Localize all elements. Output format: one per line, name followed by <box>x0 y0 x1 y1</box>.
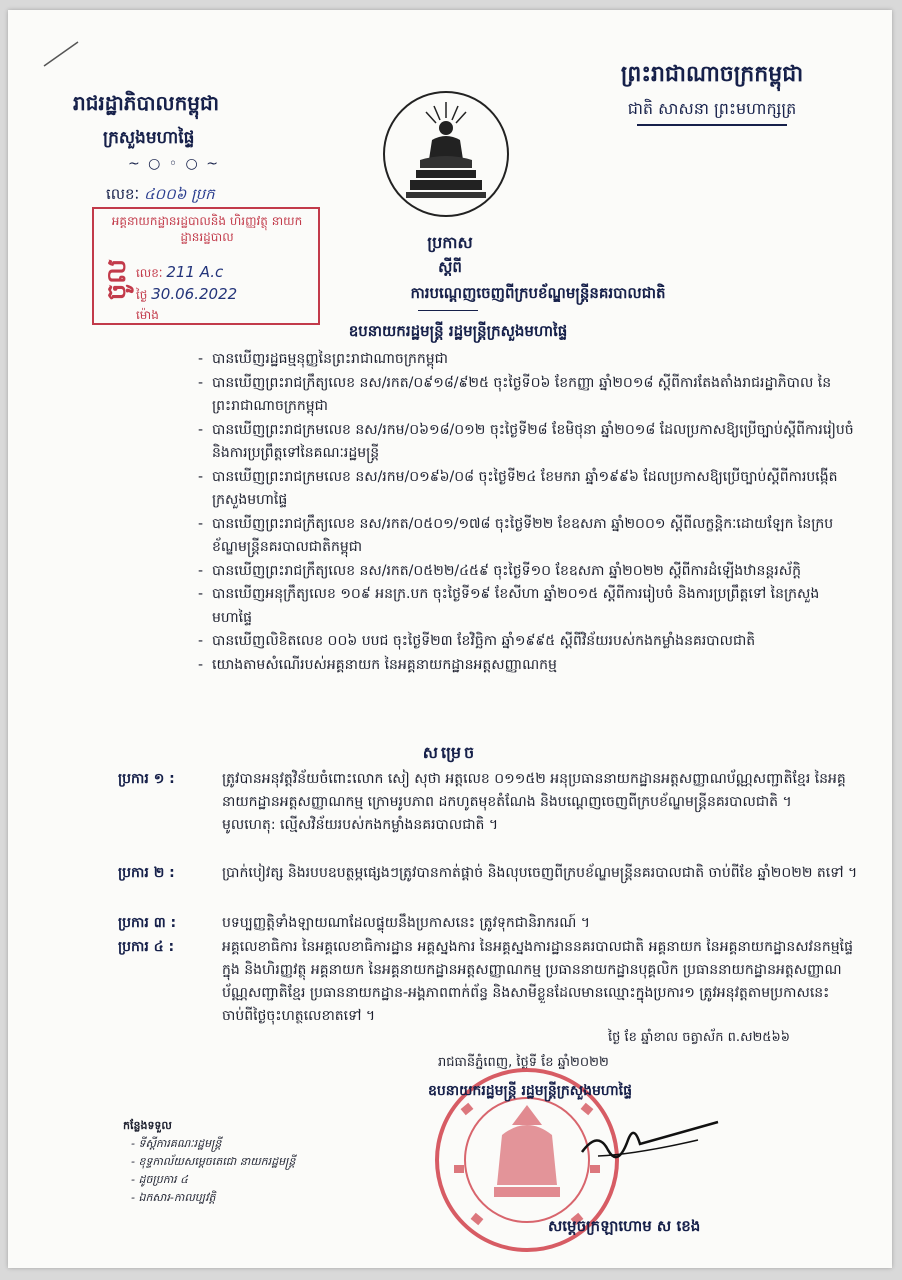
article-3 <box>118 912 858 935</box>
about-heading: ស្ដីពី <box>438 258 462 276</box>
stamp-date-value: 30.06.2022 <box>151 285 238 303</box>
ministry-name: ក្រសួងមហាផ្ទៃ <box>103 128 195 148</box>
national-motto: ជាតិ សាសនា ព្រះមហាក្សត្រ <box>627 99 797 118</box>
document-page <box>8 10 892 1268</box>
article-text: អគ្គលេខាធិការ នៃអគ្គលេខាធិការដ្ឋាន អគ្គស្នងការ នៃអគ្គស្នងការដ្ឋាននគរបាលជាតិ អគ្គនាយក នៃអគ្គនាយកដ្ឋានសវនកម្មផ្ទៃក្នុង និងហិរញ្ញវត្ថុ អគ្គនាយក នៃអគ្គនាយកដ្ឋានអត្តសញ្ញាណកម្ម ប្រធាននាយកដ្ឋានបុគ្គលិក ប្រធាននាយកដ្ឋានអត្តសញ្ញាណប័ណ្ណសញ្ជាតិខ្មែរ ប្រធាននាយកដ្ឋាន-អង្គភាពពាក់ព័ន្ធ និងសាមីខ្លួនដែលមានឈ្មោះក្នុងប្រការ១ ត្រូវអនុវត្តតាមប្រកាសនេះ ចាប់ពីថ្ងៃចុះហត្ថលេខាតទៅ ។ <box>222 939 853 1024</box>
signer-title: ឧបនាយករដ្ឋមន្ត្រី រដ្ឋមន្ត្រីក្រសួងមហាផ្ទៃ <box>428 1083 633 1099</box>
article-4 <box>118 936 858 1028</box>
signature-icon <box>578 1110 728 1170</box>
consideration-item: - បានឃើញព្រះរាជក្រមលេខ នស/រកម/០៦១៨/០១២ ចុះថ្ងៃទី២៨ ខែមិថុនា ឆ្នាំ២០១៨ ដែលប្រកាសឱ្យប្រើច្បាប់ស្ដីពីការរៀបចំ និងការប្រព្រឹត្តទៅនៃគណៈរដ្ឋមន្ត្រី <box>198 419 858 466</box>
article-label: ប្រការ ៤ : <box>118 939 175 955</box>
article-text: បទប្បញ្ញត្តិទាំងឡាយណាដែលផ្ទុយនឹងប្រកាសនេះ ត្រូវទុកជានិរាករណ៍ ។ <box>222 915 590 931</box>
consideration-item: - បានឃើញព្រះរាជក្រឹត្យលេខ នស/រកត/០៥០១/១៧៨ ចុះថ្ងៃទី២២ ខែឧសភា ឆ្នាំ២០០១ ស្ដីពីលក្ខន្តិកៈដោយឡែក នៃក្របខ័ណ្ឌមន្ត្រីនគរបាលជាតិកម្ពុជា <box>198 513 858 560</box>
stamp-received-label: ចូល <box>102 259 132 301</box>
article-2 <box>118 862 858 885</box>
consideration-item: - បានឃើញព្រះរាជក្រឹត្យលេខ នស/រកត/០៥២២/៤៥៩ ចុះថ្ងៃទី១០ ខែឧសភា ឆ្នាំ២០២២ ស្ដីពីការដំឡើងឋានន្តរស័ក្តិ <box>198 560 858 584</box>
recipient-item: - ដូចប្រការ ៤ <box>131 1173 188 1186</box>
article-label: ប្រការ ១ : <box>118 771 175 787</box>
issuer-heading: ឧបនាយករដ្ឋមន្ត្រី រដ្ឋមន្ត្រីក្រសួងមហាផ្ទៃ <box>348 322 568 340</box>
consideration-item: - យោងតាមសំណើរបស់អគ្គនាយក នៃអគ្គនាយកដ្ឋានអត្តសញ្ញាណកម្ម <box>198 654 858 678</box>
consideration-item: - បានឃើញលិខិតលេខ ០០៦ បបជ ចុះថ្ងៃទី២៣ ខែវិច្ឆិកា ឆ្នាំ១៩៩៥ ស្ដីពីវិន័យរបស់កងកម្លាំងនគរបាលជាតិ <box>198 630 858 654</box>
stamp-time-label: ម៉ោង <box>136 308 159 322</box>
ministry-emblem-icon <box>380 88 512 220</box>
reference-number <box>106 185 215 207</box>
decision-heading: សម្រេច <box>422 743 478 762</box>
reference-value: ៤០០៦ ប្រក <box>143 185 215 203</box>
considerations-list <box>198 348 858 677</box>
article-text: ត្រូវបានអនុវត្តវិន័យចំពោះលោក សៀ សុថា អត្តលេខ ០១១៥២ អនុប្រធាននាយកដ្ឋានអត្តសញ្ញាណប័ណ្ណសញ្ជាតិខ្មែរ នៃអគ្គនាយកដ្ឋានអត្តសញ្ញាណកម្ម ក្រោមរូបភាព ដកហូតមុខតំណែង និងបណ្ដេញចេញពីក្របខ័ណ្ឌមន្ត្រីនគរបាលជាតិ ។ <box>222 771 846 810</box>
stamp-time-row <box>136 307 159 325</box>
signer-name: សម្ដេចក្រឡាហោម ស ខេង <box>548 1217 701 1235</box>
recipient-item: - ឯកសារ-កាលប្បវត្តិ <box>131 1191 216 1204</box>
recipients-list <box>123 1117 295 1207</box>
article-reason: មូលហេតុ: ល្មើសវិន័យរបស់កងកម្លាំងនគរបាលជាតិ ។ <box>222 817 499 833</box>
stamp-number-label: លេខៈ <box>136 266 163 280</box>
lunar-date: ថ្ងៃ ខែ ឆ្នាំខាល ចត្វាស័ក ព.ស២៥៦៦ <box>608 1030 790 1045</box>
recipients-heading: កន្លែងទទួល <box>123 1119 172 1132</box>
article-1 <box>118 768 858 837</box>
corner-pen-mark <box>42 38 82 68</box>
reference-label: លេខៈ <box>106 185 140 203</box>
stamp-date-row <box>136 285 237 305</box>
stamp-title: អគ្គនាយកដ្ឋានរដ្ឋបាលនិង ហិរញ្ញវត្ថុ នាយកដ្ឋានរដ្ឋបាល <box>111 214 303 244</box>
consideration-item: - បានឃើញព្រះរាជក្រឹត្យលេខ នស/រកត/០៩១៨/៩២៥ ចុះថ្ងៃទី០៦ ខែកញ្ញា ឆ្នាំ២០១៨ ស្ដីពីការតែងតាំងរាជរដ្ឋាភិបាល នៃព្រះរាជាណាចក្រកម្ពុជា <box>198 372 858 419</box>
proclamation-heading: ប្រកាស <box>427 233 473 252</box>
consideration-item: - បានឃើញរដ្ឋធម្មនុញ្ញនៃព្រះរាជាណាចក្រកម្ពុជា <box>198 348 858 372</box>
stamp-number-value: 211 A.c <box>166 263 224 281</box>
subject-heading: ការបណ្ដេញចេញពីក្របខ័ណ្ឌមន្ត្រីនគរបាលជាតិ <box>410 284 666 302</box>
recipient-item: - ទីស្ដីការគណៈរដ្ឋមន្ត្រី <box>131 1137 222 1150</box>
motto-underline <box>637 124 787 126</box>
article-label: ប្រការ ៣ : <box>118 915 177 931</box>
consideration-item: - បានឃើញព្រះរាជក្រមលេខ នស/រកម/០១៩៦/០៨ ចុះថ្ងៃទី២៤ ខែមករា ឆ្នាំ១៩៩៦ ដែលប្រកាសឱ្យប្រើច្បាប់ស្ដីពីការបង្កើតក្រសួងមហាផ្ទៃ <box>198 466 858 513</box>
header-ornament: ~ ○ ◦ ○ ~ <box>128 156 220 172</box>
solar-date: រាជធានីភ្នំពេញ, ថ្ងៃទី ខែ ឆ្នាំ២០២២ <box>438 1055 609 1070</box>
stamp-date-label: ថ្ងៃ <box>136 288 148 302</box>
article-text: ប្រាក់បៀវត្ស និងរបបឧបត្ថម្ភផ្សេងៗត្រូវបានកាត់ផ្ដាច់ និងលុបចេញពីក្របខ័ណ្ឌមន្ត្រីនគរបាលជាតិ ចាប់ពីខែ ឆ្នាំ២០២២ តទៅ ។ <box>222 865 858 881</box>
title-separator <box>418 310 478 311</box>
recipient-item: - ខុទ្ទកាល័យសម្ដេចតេជោ នាយករដ្ឋមន្ត្រី <box>131 1155 296 1168</box>
article-label: ប្រការ ២ : <box>118 865 175 881</box>
kingdom-title: ព្រះរាជាណាចក្រកម្ពុជា <box>620 62 804 87</box>
consideration-item: - បានឃើញអនុក្រឹត្យលេខ ១០៩ អនក្រ.បក ចុះថ្ងៃទី១៩ ខែសីហា ឆ្នាំ២០១៥ ស្ដីពីការរៀបចំ និងការប្រព្រឹត្តទៅ នៃក្រសួងមហាផ្ទៃ <box>198 583 858 630</box>
government-name: រាជរដ្ឋាភិបាលកម្ពុជា <box>73 91 219 115</box>
